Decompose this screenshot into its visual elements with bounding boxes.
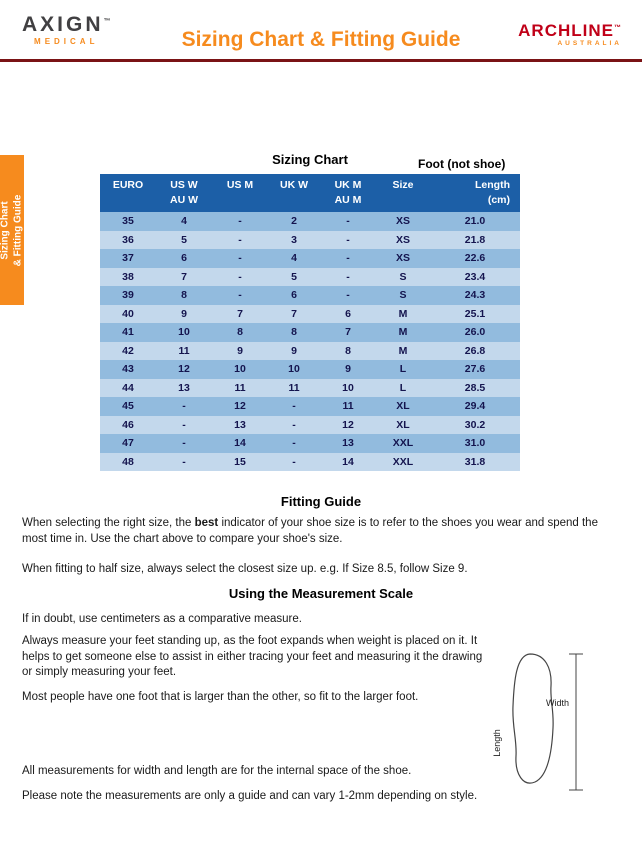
table-cell: 14 bbox=[342, 455, 354, 468]
table-row bbox=[100, 212, 520, 231]
table-cell: L bbox=[399, 363, 407, 376]
table-cell: 7 bbox=[181, 270, 187, 283]
table-cell: 46 bbox=[122, 418, 134, 431]
table-cell: 11 bbox=[288, 381, 300, 394]
table-cell: - bbox=[238, 215, 242, 228]
length-label: Length bbox=[492, 729, 502, 757]
table-cell: 10 bbox=[234, 363, 246, 376]
trademark-symbol: ™ bbox=[614, 24, 622, 32]
table-row bbox=[100, 286, 520, 305]
column-header: US M bbox=[212, 174, 268, 212]
table-cell: 10 bbox=[178, 326, 190, 339]
table-cell: XS bbox=[395, 233, 410, 246]
table-cell: 4 bbox=[181, 215, 187, 228]
axign-logo-text: AXIGN™ bbox=[22, 13, 111, 36]
table-cell: 11 bbox=[178, 344, 190, 357]
table-row bbox=[100, 434, 520, 453]
sizing-table bbox=[100, 174, 520, 471]
table-cell: XL bbox=[396, 400, 410, 413]
table-cell: S bbox=[399, 289, 407, 302]
table-cell: 8 bbox=[237, 326, 243, 339]
table-cell: - bbox=[346, 215, 350, 228]
emphasized-word: best bbox=[194, 517, 219, 529]
table-cell: 29.4 bbox=[464, 400, 486, 413]
archline-logo-subtext: AUSTRALIA bbox=[557, 40, 622, 47]
table-cell: 47 bbox=[122, 437, 134, 450]
fitting-guide-paragraph-2: When fitting to half size, always select the closest size up. e.g. If Size 8.5, follow Size 9. bbox=[22, 563, 468, 575]
column-header: UK W bbox=[268, 174, 320, 212]
fitting-guide-paragraph-1: When selecting the right size, the best indicator of your shoe size is to refer to the shoes you wear and spend the most time in. Use the chart above to compare your shoe's size. bbox=[22, 517, 598, 545]
table-cell: 10 bbox=[342, 381, 354, 394]
header-divider bbox=[0, 59, 642, 62]
table-row bbox=[100, 249, 520, 268]
table-cell: 13 bbox=[178, 381, 190, 394]
archline-logo bbox=[518, 22, 622, 47]
table-cell: 14 bbox=[234, 437, 246, 450]
table-cell: 40 bbox=[122, 307, 134, 320]
measurement-paragraph-4: All measurements for width and length are for the internal space of the shoe. bbox=[22, 765, 412, 777]
side-tab bbox=[0, 155, 24, 305]
table-cell: - bbox=[182, 400, 186, 413]
table-cell: 2 bbox=[291, 215, 297, 228]
table-cell: 4 bbox=[291, 252, 297, 265]
table-row bbox=[100, 379, 520, 398]
table-cell: 7 bbox=[237, 307, 243, 320]
table-cell: 9 bbox=[345, 363, 351, 376]
table-cell: XXL bbox=[392, 455, 414, 468]
table-cell: 31.0 bbox=[464, 437, 486, 450]
table-cell: 10 bbox=[288, 363, 300, 376]
table-cell: 23.4 bbox=[464, 270, 486, 283]
table-cell: M bbox=[398, 326, 408, 339]
table-row bbox=[100, 416, 520, 435]
table-cell: 36 bbox=[122, 233, 134, 246]
table-row bbox=[100, 342, 520, 361]
table-row bbox=[100, 397, 520, 416]
sizing-chart-title: Sizing Chart bbox=[272, 152, 348, 167]
table-cell: 8 bbox=[291, 326, 297, 339]
column-header: Size bbox=[376, 174, 430, 212]
table-cell: 26.0 bbox=[464, 326, 486, 339]
table-cell: 13 bbox=[342, 437, 354, 450]
table-cell: XL bbox=[396, 418, 410, 431]
width-label: Width bbox=[546, 698, 570, 708]
table-cell: 45 bbox=[122, 400, 134, 413]
table-cell: 43 bbox=[122, 363, 134, 376]
table-cell: 42 bbox=[122, 344, 134, 357]
table-cell: - bbox=[182, 437, 186, 450]
table-cell: 6 bbox=[181, 252, 187, 265]
foot-outline-icon bbox=[513, 654, 553, 783]
table-row bbox=[100, 323, 520, 342]
table-cell: L bbox=[399, 381, 407, 394]
table-cell: 3 bbox=[291, 233, 297, 246]
table-cell: - bbox=[182, 455, 186, 468]
table-cell: - bbox=[238, 252, 242, 265]
table-cell: 5 bbox=[181, 233, 187, 246]
table-cell: M bbox=[398, 344, 408, 357]
table-cell: 6 bbox=[291, 289, 297, 302]
table-cell: XS bbox=[395, 215, 410, 228]
trademark-symbol: ™ bbox=[103, 18, 111, 25]
table-cell: - bbox=[346, 233, 350, 246]
table-cell: - bbox=[238, 289, 242, 302]
sizing-table-header-row bbox=[100, 174, 520, 212]
table-cell: 27.6 bbox=[464, 363, 486, 376]
table-cell: - bbox=[182, 418, 186, 431]
side-tab-label: Sizing Chart & Fitting Guide bbox=[0, 194, 23, 266]
table-cell: 41 bbox=[122, 326, 134, 339]
measurement-scale-heading: Using the Measurement Scale bbox=[228, 586, 414, 601]
table-cell: 9 bbox=[237, 344, 243, 357]
table-cell: 44 bbox=[122, 381, 134, 394]
table-cell: 8 bbox=[345, 344, 351, 357]
table-cell: - bbox=[238, 233, 242, 246]
column-header: Length (cm) bbox=[430, 174, 520, 212]
table-cell: 22.6 bbox=[464, 252, 486, 265]
table-row bbox=[100, 231, 520, 250]
archline-logo-text: ARCHLINE™ bbox=[518, 21, 622, 40]
table-row bbox=[100, 453, 520, 472]
page-title: Sizing Chart & Fitting Guide bbox=[181, 28, 461, 51]
table-cell: 9 bbox=[181, 307, 187, 320]
table-cell: - bbox=[292, 437, 296, 450]
table-cell: - bbox=[346, 270, 350, 283]
table-cell: 35 bbox=[122, 215, 134, 228]
measurement-paragraph-1: If in doubt, use centimeters as a comparative measure. bbox=[22, 613, 302, 625]
table-cell: 11 bbox=[234, 381, 246, 394]
table-cell: 21.8 bbox=[464, 233, 486, 246]
table-cell: 7 bbox=[345, 326, 351, 339]
foot-not-shoe-note: Foot (not shoe) bbox=[418, 157, 506, 171]
table-cell: - bbox=[292, 418, 296, 431]
table-row bbox=[100, 268, 520, 287]
table-cell: 25.1 bbox=[464, 307, 486, 320]
table-cell: S bbox=[399, 270, 407, 283]
table-cell: XXL bbox=[392, 437, 414, 450]
table-cell: 37 bbox=[122, 252, 134, 265]
table-cell: 26.8 bbox=[464, 344, 486, 357]
table-cell: - bbox=[346, 252, 350, 265]
table-cell: 12 bbox=[178, 363, 190, 376]
table-cell: 38 bbox=[122, 270, 134, 283]
table-cell: 39 bbox=[122, 289, 134, 302]
table-row bbox=[100, 305, 520, 324]
measurement-paragraph-2: Always measure your feet standing up, as the foot expands when weight is placed on it. It helps to get someone else to assist in either tracing your feet and measuring it the drawing or simply measuring your feet. bbox=[22, 635, 483, 679]
column-header: UK M AU M bbox=[320, 174, 376, 212]
table-cell: 7 bbox=[291, 307, 297, 320]
column-header: US W AU W bbox=[156, 174, 212, 212]
table-cell: - bbox=[238, 270, 242, 283]
sizing-table-body bbox=[100, 212, 520, 471]
table-cell: 8 bbox=[181, 289, 187, 302]
table-cell: 9 bbox=[291, 344, 297, 357]
foot-measurement-diagram bbox=[490, 648, 590, 796]
table-cell: 15 bbox=[234, 455, 246, 468]
table-cell: 12 bbox=[342, 418, 354, 431]
table-cell: - bbox=[292, 400, 296, 413]
table-cell: 28.5 bbox=[464, 381, 486, 394]
table-cell: 6 bbox=[345, 307, 351, 320]
table-cell: 11 bbox=[342, 400, 354, 413]
measurement-paragraph-5: Please note the measurements are only a guide and can vary 1-2mm depending on style. bbox=[22, 790, 478, 802]
table-cell: 12 bbox=[234, 400, 246, 413]
axign-logo-subtext: MEDICAL bbox=[34, 37, 99, 46]
table-cell: 21.0 bbox=[464, 215, 486, 228]
table-cell: 30.2 bbox=[464, 418, 486, 431]
measurement-paragraph-3: Most people have one foot that is larger than the other, so fit to the larger foot. bbox=[22, 691, 419, 703]
fitting-guide-heading: Fitting Guide bbox=[280, 494, 362, 509]
table-cell: 31.8 bbox=[464, 455, 486, 468]
table-cell: 48 bbox=[122, 455, 134, 468]
table-row bbox=[100, 360, 520, 379]
table-cell: M bbox=[398, 307, 408, 320]
table-cell: - bbox=[346, 289, 350, 302]
column-header: EURO bbox=[100, 174, 156, 212]
table-cell: - bbox=[292, 455, 296, 468]
table-cell: 13 bbox=[234, 418, 246, 431]
table-cell: 24.3 bbox=[464, 289, 486, 302]
table-cell: XS bbox=[395, 252, 410, 265]
table-cell: 5 bbox=[291, 270, 297, 283]
